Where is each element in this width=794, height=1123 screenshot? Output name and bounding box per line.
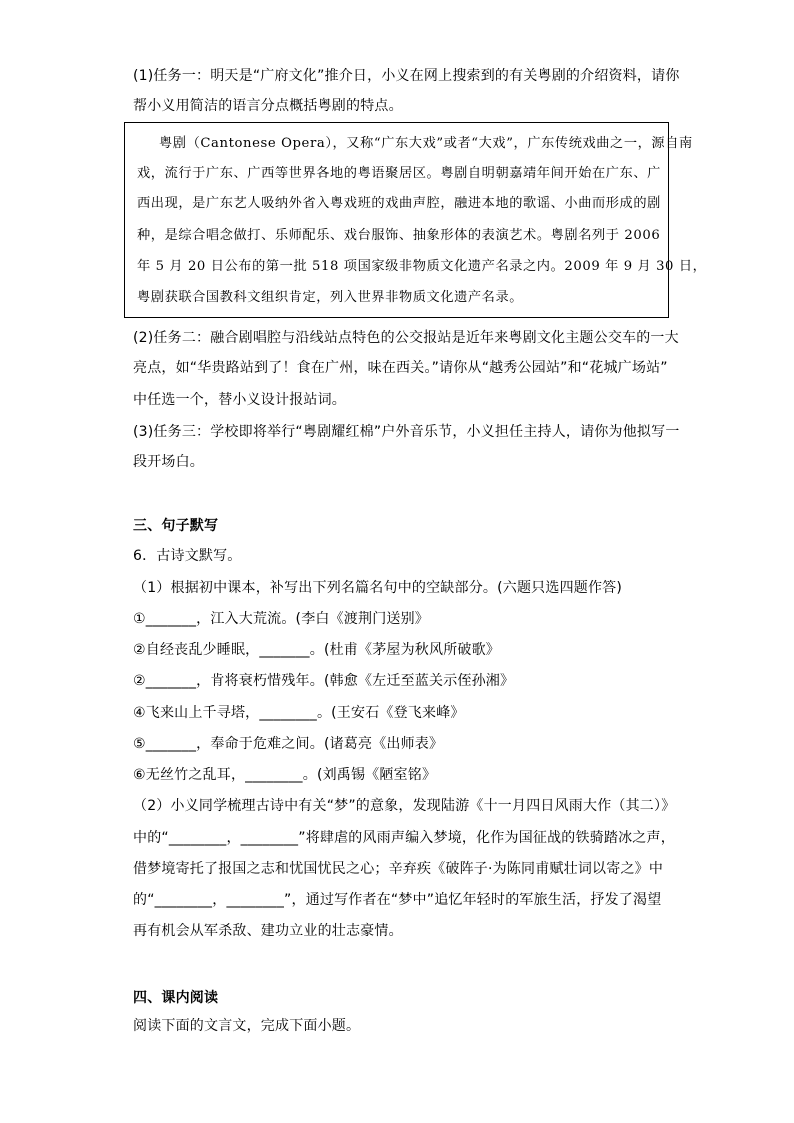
material-line: 种，是综合唱念做打、乐师配乐、戏台服饰、抽象形体的表演艺术。粤剧名列于 2006 [137, 228, 661, 243]
task2-line1: (2)任务二：融合剧唱腔与沿线站点特色的公交报站是近年来粤剧文化主题公交车的一大 [133, 330, 679, 346]
task2-line3: 中任选一个，替小义设计报站词。 [133, 392, 346, 408]
task1-line2: 帮小义用简洁的语言分点概括粤剧的特点。 [133, 98, 403, 114]
task3-line1: (3)任务三：学校即将举行“粤剧耀红棉”户外音乐节，小义担任主持人，请你为他拟写一 [133, 424, 680, 440]
material-line: 粤剧获联合国教科文组织肯定，列入世界非物质文化遗产名录。 [137, 290, 524, 305]
material-line: 戏，流行于广东、广西等世界各地的粤语聚居区。粤剧自明朝嘉靖年间开始在广东、广 [137, 166, 661, 181]
recitation-item: ④飞来山上千寻塔，________。(王安石《登飞来峰》 [133, 705, 465, 721]
task2-line2: 亮点，如“华贵路站到了！食在广州，味在西关。”请你从“越秀公园站”和“花城广场站” [133, 360, 668, 376]
recitation-item: ②_______，肯将衰朽惜残年。(韩愈《左迁至蓝关示侄孙湘》 [133, 673, 515, 689]
question6-sub1: （1）根据初中课本，补写出下列名篇名句中的空缺部分。(六题只选四题作答) [133, 580, 623, 596]
task3-line2: 段开场白。 [133, 454, 204, 470]
question6-sub2-line: 的“________，________”，通过写作者在“梦中”追忆年轻时的军旅生活，抒发了渴望 [133, 892, 662, 908]
section3-heading: 三、句子默写 [133, 518, 219, 534]
recitation-item: ⑤_______，奉命于危难之间。(诸葛亮《出师表》 [133, 736, 444, 752]
material-box [124, 122, 707, 318]
recitation-item: ⑥无丝竹之乱耳，________。(刘禹锡《陋室铭》 [133, 767, 437, 783]
material-line: 西出现，是广东艺人吸纳外省入粤戏班的戏曲声腔，融进本地的歌谣、小曲而形成的剧 [137, 196, 661, 211]
section4-intro: 阅读下面的文言文，完成下面小题。 [133, 1018, 361, 1034]
section4-heading: 四、课内阅读 [133, 990, 219, 1006]
question6-sub2-line: 借梦境寄托了报国之志和忧国忧民之心；辛弃疾《破阵子·为陈同甫赋壮词以寄之》中 [133, 861, 664, 877]
recitation-item: ②自经丧乱少睡眠，_______。(杜甫《茅屋为秋风所破歌》 [133, 642, 501, 658]
question6-sub2-line: （2）小义同学梳理古诗中有关“梦”的意象，发现陆游《十一月四日风雨大作（其二）》 [133, 798, 676, 814]
recitation-item: ①_______，江入大荒流。(李白《渡荆门送别》 [133, 611, 430, 627]
question6-sub2-line: 中的“________，________”将肆虐的风雨声编入梦境，化作为国征战的铁骑踏冰之声， [133, 830, 675, 846]
material-line: 粤剧（Cantonese Opera），又称“广东大戏”或者“大戏”，广东传统戏曲之一，源自南 [159, 136, 693, 151]
question6-title: 6．古诗文默写。 [133, 548, 242, 564]
material-line: 年 5 月 20 日公布的第一批 518 项国家级非物质文化遗产名录之内。2009 年 9 月 30 日， [137, 259, 707, 274]
task1-line1: (1)任务一：明天是“广府文化”推介日，小义在网上搜索到的有关粤剧的介绍资料，请你 [133, 68, 680, 84]
question6-sub2-line: 再有机会从军杀敌、建功立业的壮志豪情。 [133, 923, 403, 939]
